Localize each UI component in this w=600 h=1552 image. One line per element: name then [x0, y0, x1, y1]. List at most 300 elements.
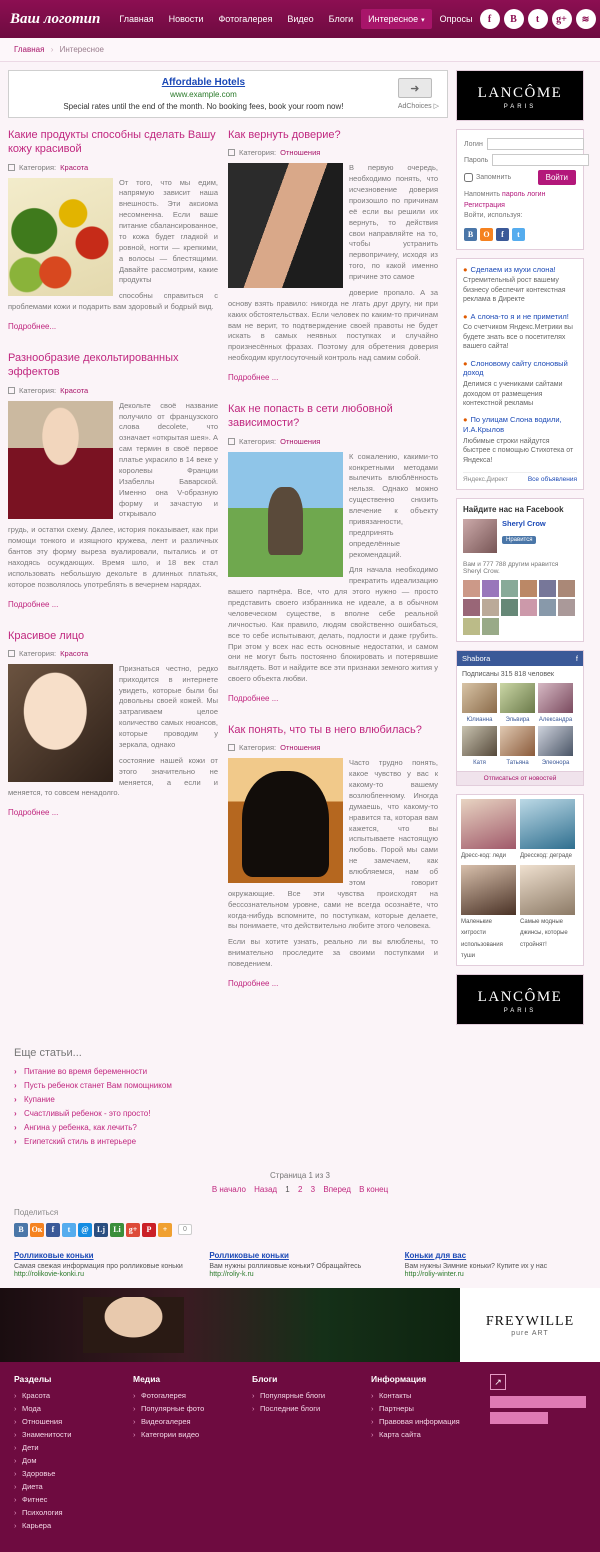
- footer-link[interactable]: Видеогалерея: [141, 1417, 191, 1427]
- odnoklassniki-login-icon[interactable]: О: [480, 228, 493, 241]
- external-link-icon[interactable]: ↗: [490, 1374, 506, 1390]
- footer-link[interactable]: Популярные блоги: [260, 1391, 326, 1401]
- page-body: [0, 62, 600, 1033]
- twitter-icon[interactable]: t: [528, 9, 548, 29]
- footer-link[interactable]: Карта сайта: [379, 1430, 421, 1440]
- article-category: [8, 386, 218, 395]
- footer-link[interactable]: Контакты: [379, 1391, 412, 1401]
- article-category-link[interactable]: Красота: [60, 385, 89, 395]
- footer-link[interactable]: Фотогалерея: [141, 1391, 186, 1401]
- folder-icon: [8, 164, 15, 171]
- person-name: Катя: [473, 760, 486, 767]
- article-paragraph: Часто трудно понять, какое чувство у вас к какому-то вашему возлюбленному. Иногда думаешь, что какому-то нравится та, которая вам кажется, что вы испытываете настоящую любовь. Порой мы сами не замечаем, как влюбляемся, нам об этом говорит окружающие. Все эти чувства происходят на бессознательном уровне, сами не всегда осознаёте, что когда-нибудь вспомните, по поступкам, которые делаете, вы понимаете, что действительно любите этого человека.: [228, 758, 438, 931]
- avatar[interactable]: [520, 580, 537, 597]
- person-name: Татьяна: [506, 760, 529, 767]
- link-ad[interactable]: [405, 1251, 586, 1278]
- yandex-ad-item[interactable]: [463, 265, 577, 305]
- link-ad-url: http://roliy-winter.ru: [404, 1271, 464, 1279]
- login-username-input[interactable]: [487, 138, 584, 150]
- list-item[interactable]: [133, 1404, 252, 1413]
- article-paragraph: К сожалению, какими-то конкретными методами вылечить влюблённость нельзя. Однако можно существенно снизить влечение к объекту привязанности, предпринять определённые рекомендаций.: [349, 451, 438, 559]
- share-section: [0, 1200, 600, 1247]
- bottom-banner[interactable]: [0, 1288, 600, 1362]
- bottom-banner-brand-box: [460, 1288, 600, 1362]
- article-paragraph: состояние нашей кожи от этого значительно не меняется, а если и меняется, то совсем ненадолго.: [8, 755, 218, 798]
- tile-image: [461, 799, 516, 849]
- yandex-direct-widget: [456, 258, 584, 491]
- avatar[interactable]: [463, 580, 480, 597]
- login-username-label: Логин: [464, 140, 483, 148]
- avatar[interactable]: [482, 599, 499, 616]
- list-item[interactable]: [500, 726, 535, 766]
- brand-tagline: pure ART: [511, 1329, 549, 1337]
- avatar[interactable]: [520, 599, 537, 616]
- article-card: [228, 723, 438, 988]
- pagination-next[interactable]: Вперед: [323, 1184, 351, 1194]
- avatar[interactable]: [482, 580, 499, 597]
- pagination: [0, 1157, 600, 1200]
- list-item[interactable]: [538, 683, 573, 723]
- main-content: [8, 70, 448, 1008]
- list-item[interactable]: [371, 1404, 490, 1413]
- footer-widget-bar: [490, 1396, 586, 1408]
- list-item[interactable]: [14, 1456, 133, 1465]
- article-image: [8, 664, 113, 782]
- pagination-page-1[interactable]: 1: [285, 1184, 290, 1194]
- yandex-ad-item[interactable]: [463, 359, 577, 409]
- login-submit-button[interactable]: Войти: [538, 170, 576, 185]
- more-article-link[interactable]: Пусть ребенок станет Вам помощником: [24, 1080, 172, 1090]
- read-more-link[interactable]: Подробнее ...: [228, 694, 279, 704]
- read-more-link[interactable]: Подробнее...: [8, 322, 57, 332]
- facebook-people-grid: [462, 683, 578, 766]
- folder-icon: [8, 387, 15, 394]
- more-article-link[interactable]: Счастливый ребенок - это просто!: [24, 1108, 151, 1118]
- link-ads-row: [0, 1247, 600, 1288]
- avatar[interactable]: [463, 618, 480, 635]
- chevron-down-icon: ▾: [421, 17, 425, 24]
- list-item[interactable]: [133, 1417, 252, 1426]
- list-item[interactable]: [461, 865, 516, 961]
- register-link[interactable]: Регистрация: [464, 201, 505, 209]
- avatar: [538, 683, 573, 713]
- list-item[interactable]: [14, 1482, 133, 1491]
- footer-link[interactable]: Дети: [22, 1443, 39, 1453]
- more-articles-list: [14, 1067, 590, 1146]
- folder-icon: [228, 149, 235, 156]
- facebook-icon[interactable]: f: [575, 654, 578, 664]
- facebook-share-icon[interactable]: f: [46, 1223, 60, 1237]
- nav-item-polls[interactable]: Опросы: [439, 14, 473, 24]
- list-item[interactable]: [14, 1508, 133, 1517]
- article-paragraph: В первую очередь, необходимо понять, что исчезновение доверия произошло по причинам её если вы решили их вернуть, то действия свои направляйте на то, чтобы устранить первопричину, исходя из того, по какой именно причине это самое: [349, 163, 438, 282]
- livejournal-share-icon[interactable]: Lj: [94, 1223, 108, 1237]
- article-category: [228, 743, 438, 752]
- footer-link[interactable]: Диета: [22, 1482, 43, 1492]
- list-item[interactable]: [538, 726, 573, 766]
- article-category-link[interactable]: Отношения: [280, 436, 321, 446]
- person-name: Александра: [538, 717, 573, 724]
- footer-link[interactable]: Дом: [22, 1456, 37, 1466]
- list-item[interactable]: [500, 683, 535, 723]
- more-article-link[interactable]: Купание: [24, 1094, 55, 1104]
- mailru-share-icon[interactable]: @: [78, 1223, 92, 1237]
- facebook-facepile: [463, 580, 577, 635]
- article-title[interactable]: Как вернуть доверие?: [228, 129, 341, 141]
- footer-link[interactable]: Правовая информация: [379, 1417, 460, 1427]
- tile-image: [520, 865, 575, 915]
- ad-bullet-icon: ●: [463, 264, 468, 274]
- avatar[interactable]: [501, 580, 518, 597]
- article-card: [228, 128, 438, 382]
- share-count: 0: [178, 1224, 192, 1235]
- yandex-direct-label: Яндекс.Директ: [463, 476, 508, 484]
- article-card: [8, 351, 218, 608]
- article-thumbnail[interactable]: [228, 452, 343, 577]
- login-widget: [456, 129, 584, 250]
- list-item[interactable]: [14, 1081, 590, 1090]
- list-item[interactable]: [371, 1391, 490, 1400]
- person-name: Эльвира: [505, 717, 530, 724]
- top-ad-url: www.example.com: [170, 90, 237, 99]
- tile-caption: Маленькие хитрости использования туши: [461, 918, 503, 960]
- site-footer: [0, 1362, 600, 1552]
- avatar[interactable]: [539, 580, 556, 597]
- article-title[interactable]: Как не попасть в сети любовной зависимости?: [228, 403, 393, 430]
- list-item[interactable]: [133, 1430, 252, 1439]
- list-item[interactable]: [371, 1430, 490, 1439]
- footer-link[interactable]: Красота: [22, 1391, 51, 1401]
- login-password-input[interactable]: [492, 154, 589, 166]
- facebook-icon[interactable]: f: [480, 9, 500, 29]
- avatar: [462, 726, 497, 756]
- article-category-link[interactable]: Отношения: [280, 148, 321, 158]
- link-ad-desc: Самая свежая информация про ролликовые коньки: [14, 1262, 183, 1270]
- list-item[interactable]: [14, 1417, 133, 1426]
- article-image: [228, 452, 343, 577]
- unsubscribe-link[interactable]: Отписаться от новостей: [457, 771, 583, 785]
- list-item[interactable]: [14, 1404, 133, 1413]
- header-social-links: [480, 9, 596, 29]
- avatar: [538, 726, 573, 756]
- footer-link[interactable]: Знаменитости: [22, 1430, 72, 1440]
- link-ad-desc: Вам нужны Зимние коньки? Купите их у нас: [404, 1262, 548, 1270]
- more-articles-section: [0, 1033, 600, 1157]
- facebook-page-card: [463, 519, 577, 553]
- tile-caption: Дресс-код: леди: [461, 853, 507, 860]
- remind-login-link[interactable]: логин: [527, 191, 546, 198]
- article-category: [228, 148, 438, 157]
- yandex-ad-desc: Любимые строки найдутся быстрее с помощью Стихотека от Яндекса!: [463, 437, 574, 464]
- adchoices-label[interactable]: AdChoices ▷: [397, 103, 439, 110]
- article-thumbnail[interactable]: [8, 401, 113, 519]
- nav-item-photogallery[interactable]: Фотогалерея: [218, 14, 273, 24]
- related-tiles-widget: [456, 794, 584, 966]
- avatar[interactable]: [463, 599, 480, 616]
- article-paragraph: Для начала необходимо прекратить идеализацию вашего партнёра. Все, что для этого нужно — просто представить своего избранника не идеале, а в обычном человеческом существе, в вполне себе реальной личностью. Как правило, людям свойственно ошибаться, все то себе испытывают, делать, подлости и даже грубить. При этом у всех нас есть основные недостатки, и самом они не могут быть постоянно блокировать и потерявшие выглядеть. Вот и найдите все эти признаки земного жития у своего объекта любви.: [228, 565, 438, 684]
- pagination-prev[interactable]: Назад: [254, 1184, 278, 1194]
- breadcrumb-current: Интересное: [59, 45, 104, 54]
- article-image: [228, 758, 343, 883]
- article-card: [228, 402, 438, 703]
- footer-links: [252, 1391, 371, 1413]
- article-image: [8, 401, 113, 519]
- read-more-link[interactable]: Подробнее ...: [228, 978, 279, 988]
- article-thumbnail[interactable]: [8, 178, 113, 296]
- odnoklassniki-share-icon[interactable]: Ок: [30, 1223, 44, 1237]
- list-item[interactable]: [14, 1430, 133, 1439]
- arrow-right-icon[interactable]: ➜: [398, 78, 432, 98]
- brand-name: FREYWILLE: [485, 1313, 575, 1329]
- bottom-banner-image: [0, 1288, 460, 1362]
- article-grid: [8, 128, 448, 1008]
- lancome-top-banner[interactable]: [456, 70, 584, 121]
- footer-link[interactable]: Карьера: [22, 1521, 52, 1531]
- avatar[interactable]: [558, 580, 575, 597]
- nav-item-blogs[interactable]: Блоги: [328, 14, 354, 24]
- avatar: [462, 683, 497, 713]
- footer-link[interactable]: Здоровье: [22, 1469, 56, 1479]
- read-more-link[interactable]: Подробнее ...: [8, 599, 59, 609]
- facebook-page-meta: [502, 519, 546, 553]
- social-login-label: Войти, используя:: [464, 212, 523, 219]
- article-paragraph: От того, что мы едим, напрямую зависит наша внешность. Эти аксиома несомненна. Если ваше питание сбалансированное, то кожа будет гладкой и ровной, ногти — крепкими, а волосы — блестящими. Давайте рассмотрим, какие продукты: [119, 177, 218, 285]
- folder-icon: [228, 438, 235, 445]
- footer-link[interactable]: Последние блоги: [260, 1404, 321, 1414]
- article-category-label: Категория:: [239, 436, 277, 446]
- twitter-login-icon[interactable]: t: [512, 228, 525, 241]
- article-title[interactable]: Разнообразие декольтированных эффектов: [8, 352, 179, 379]
- folder-icon: [8, 650, 15, 657]
- more-share-icon[interactable]: +: [158, 1223, 172, 1237]
- folder-icon: [228, 744, 235, 751]
- footer-link[interactable]: Категории видео: [141, 1430, 200, 1440]
- footer-link[interactable]: Психология: [22, 1508, 63, 1518]
- footer-links: [371, 1391, 490, 1439]
- facebook-login-icon[interactable]: f: [496, 228, 509, 241]
- nav-item-news[interactable]: Новости: [168, 14, 204, 24]
- avatar[interactable]: [539, 599, 556, 616]
- footer-heading: Блоги: [252, 1374, 278, 1385]
- article-card: [8, 128, 218, 331]
- facebook-find-us-widget: [456, 498, 584, 642]
- article-category: [8, 649, 218, 658]
- twitter-share-icon[interactable]: t: [62, 1223, 76, 1237]
- pagination-first[interactable]: В начало: [211, 1184, 246, 1194]
- list-item[interactable]: [14, 1123, 590, 1132]
- top-ad-text: [17, 77, 390, 111]
- lancome-brand: LANCÔME: [477, 988, 563, 1005]
- avatar[interactable]: [558, 599, 575, 616]
- tile-caption: Дресскод: деграде: [520, 853, 573, 860]
- person-name: Элеонора: [541, 760, 570, 767]
- article-category-link[interactable]: Красота: [60, 648, 89, 658]
- list-item[interactable]: [14, 1521, 133, 1530]
- facebook-widget-title: Shabora: [462, 654, 491, 664]
- page-avatar: [463, 519, 497, 553]
- yandex-direct-footer: [463, 472, 577, 483]
- lancome-sub: PARIS: [503, 104, 537, 110]
- article-category-label: Категория:: [239, 148, 277, 158]
- yandex-ad-item[interactable]: [463, 415, 577, 465]
- article-category-link[interactable]: Отношения: [280, 743, 321, 753]
- person-name: Юлианна: [466, 717, 493, 724]
- tile-image: [520, 799, 575, 849]
- list-item[interactable]: [462, 726, 497, 766]
- google-plus-share-icon[interactable]: g+: [126, 1223, 140, 1237]
- yandex-ad-title: [463, 312, 577, 322]
- footer-link[interactable]: Фитнес: [22, 1495, 48, 1505]
- nav-item-interesting-label: Интересное: [368, 14, 419, 24]
- list-item[interactable]: [14, 1095, 590, 1104]
- yandex-ad-title-text: По улицам Слона водили, И.А.Крылов: [463, 415, 562, 435]
- more-article-link[interactable]: Питание во время беременности: [24, 1066, 148, 1076]
- more-articles-heading: Еще статьи...: [14, 1046, 82, 1059]
- share-buttons: [14, 1223, 586, 1237]
- like-pill-label: Нравится: [502, 536, 536, 544]
- list-item[interactable]: [520, 799, 575, 861]
- site-logo[interactable]: Ваш логотип: [10, 10, 101, 27]
- article-category-label: Категория:: [19, 162, 57, 172]
- top-ad-title[interactable]: Affordable Hotels: [161, 77, 246, 88]
- article-category: [228, 437, 438, 446]
- yandex-ad-title-text: Сделаем из мухи слона!: [470, 264, 556, 274]
- article-thumbnail[interactable]: [8, 664, 113, 782]
- footer-link[interactable]: Отношения: [22, 1417, 63, 1427]
- list-item[interactable]: [14, 1469, 133, 1478]
- yandex-ad-desc: Со счетчиком Яндекс.Метрики вы будете знать все о посетителях вашего сайта!: [463, 324, 573, 351]
- login-actions-row: [464, 170, 576, 185]
- yandex-ad-desc: Стремительный рост вашему бизнесу обеспечит контекстная реклама в Директе: [463, 277, 566, 304]
- remind-prefix: Напомнить: [464, 191, 501, 198]
- article-paragraph: способны справиться с проблемами кожи и подарить вам здоровый и бодрый вид.: [8, 291, 218, 312]
- facebook-widget-body: [457, 666, 583, 771]
- tile-image: [461, 865, 516, 915]
- footer-link[interactable]: Партнеры: [379, 1404, 414, 1414]
- rss-icon[interactable]: ≋: [576, 9, 596, 29]
- link-ad[interactable]: [209, 1251, 390, 1278]
- article-title[interactable]: Какие продукты способны сделать Вашу кожу красивой: [8, 129, 216, 156]
- nav-item-interesting[interactable]: [361, 9, 431, 29]
- list-item[interactable]: [252, 1391, 371, 1400]
- list-item[interactable]: [14, 1137, 590, 1146]
- pinterest-share-icon[interactable]: P: [142, 1223, 156, 1237]
- list-item[interactable]: [462, 683, 497, 723]
- vk-share-icon[interactable]: В: [14, 1223, 28, 1237]
- pagination-page-2[interactable]: 2: [297, 1184, 303, 1194]
- list-item[interactable]: [14, 1109, 590, 1118]
- yandex-ad-item[interactable]: [463, 312, 577, 352]
- article-category-label: Категория:: [19, 648, 57, 658]
- ad-bullet-icon: ●: [463, 358, 468, 368]
- nav-item-video[interactable]: Видео: [287, 14, 314, 24]
- login-links: [464, 190, 576, 222]
- breadcrumb: [0, 38, 600, 62]
- footer-heading: Медиа: [133, 1374, 161, 1385]
- list-item[interactable]: [14, 1443, 133, 1452]
- footer-link[interactable]: Популярные фото: [141, 1404, 205, 1414]
- yandex-ad-title: [463, 359, 577, 379]
- all-ads-link[interactable]: Все объявления: [527, 476, 577, 484]
- footer-link[interactable]: Мода: [22, 1404, 41, 1414]
- login-username-row: [464, 138, 576, 150]
- list-item[interactable]: [371, 1417, 490, 1426]
- lancome-sub: PARIS: [503, 1007, 537, 1014]
- footer-widget: [490, 1374, 586, 1534]
- article-image: [228, 163, 343, 288]
- ad-bullet-icon: ●: [463, 311, 468, 321]
- article-thumbnail[interactable]: [228, 163, 343, 288]
- pagination-page-3[interactable]: 3: [310, 1184, 316, 1194]
- pagination-info: Страница 1 из 3: [270, 1170, 330, 1180]
- pagination-last[interactable]: В конец: [359, 1184, 389, 1194]
- nav-item-home[interactable]: Главная: [119, 14, 154, 24]
- avatar[interactable]: [482, 618, 499, 635]
- link-ad-title[interactable]: Коньки для вас: [404, 1250, 467, 1260]
- vk-icon[interactable]: В: [504, 9, 524, 29]
- more-article-link[interactable]: Ангина у ребенка, как лечить?: [24, 1122, 137, 1132]
- list-item[interactable]: [252, 1404, 371, 1413]
- facebook-page-name[interactable]: Sheryl Crow: [502, 519, 546, 529]
- remind-password-link[interactable]: пароль: [502, 191, 526, 198]
- lancome-bottom-banner[interactable]: [456, 974, 584, 1025]
- liveinternet-share-icon[interactable]: Li: [110, 1223, 124, 1237]
- read-more-link[interactable]: Подробнее ...: [228, 373, 279, 383]
- article-title[interactable]: Как понять, что ты в него влюбилась?: [228, 724, 422, 737]
- share-label: Поделиться: [14, 1207, 59, 1217]
- link-ad-title[interactable]: Ролликовые коньки: [14, 1250, 94, 1260]
- article-card: [8, 629, 218, 818]
- remember-me-box[interactable]: [464, 173, 473, 182]
- article-category-link[interactable]: Красота: [60, 162, 89, 172]
- footer-heading: Разделы: [14, 1374, 52, 1385]
- list-item[interactable]: [520, 865, 575, 961]
- read-more-link[interactable]: Подробнее ...: [8, 808, 59, 818]
- yandex-ad-title-text: Слоновому сайту слоновый доход: [463, 358, 568, 378]
- pagination-controls: [0, 1185, 600, 1194]
- link-ad[interactable]: [14, 1251, 195, 1278]
- vk-login-icon[interactable]: В: [464, 228, 477, 241]
- article-paragraph: грудь, и остатки схему. Далее, история показывает, как при помощи тонкого и изящного кружева, лент и различных бантов эту форму выреза вуалировали, пытались и от находясь осуждающих. Время шло, и 18 век стал использовать небольшую декольте в длинных платьях, которое позволялось употреблять в вечернем нарядах.: [8, 525, 218, 589]
- yandex-ad-title-text: А слона-то я и не приметил!: [470, 311, 569, 321]
- list-item[interactable]: [461, 799, 516, 861]
- article-category-label: Категория:: [19, 385, 57, 395]
- breadcrumb-home[interactable]: Главная: [14, 45, 45, 54]
- facebook-like-button[interactable]: [502, 536, 546, 544]
- article-thumbnail[interactable]: [228, 758, 343, 883]
- footer-links: [14, 1391, 133, 1530]
- link-ad-title[interactable]: Ролликовые коньки: [209, 1250, 289, 1260]
- article-title[interactable]: Красивое лицо: [8, 629, 85, 642]
- list-item[interactable]: [14, 1391, 133, 1400]
- yandex-ad-title: [463, 415, 577, 435]
- article-column-right: [228, 128, 448, 1008]
- more-article-link[interactable]: Египетский стиль в интерьере: [24, 1136, 137, 1146]
- remember-me-checkbox[interactable]: [464, 173, 511, 182]
- list-item[interactable]: [14, 1495, 133, 1504]
- link-ad-url: http://rolikovie-konki.ru: [14, 1271, 85, 1279]
- article-category: [8, 163, 218, 172]
- article-paragraph: Декольте своё название получило от французского слова decolete, что означает «открытая шея». А сам термин в своё первое платье украсило в 14 веке у королевы Франции Изабеллы Баварской. Именно она V-образную форму и зачастую и открывало: [119, 400, 218, 519]
- list-item[interactable]: [133, 1391, 252, 1400]
- footer-column-blogs: [252, 1374, 371, 1534]
- article-paragraph: Если вы хотите узнать, реально ли вы влюблены, то внимательно проследите за своими поступками и поведением.: [228, 937, 438, 969]
- google-plus-icon[interactable]: g+: [552, 9, 572, 29]
- site-header: [0, 0, 600, 38]
- top-ad-banner[interactable]: [8, 70, 448, 118]
- list-item[interactable]: [14, 1067, 590, 1076]
- avatar[interactable]: [501, 599, 518, 616]
